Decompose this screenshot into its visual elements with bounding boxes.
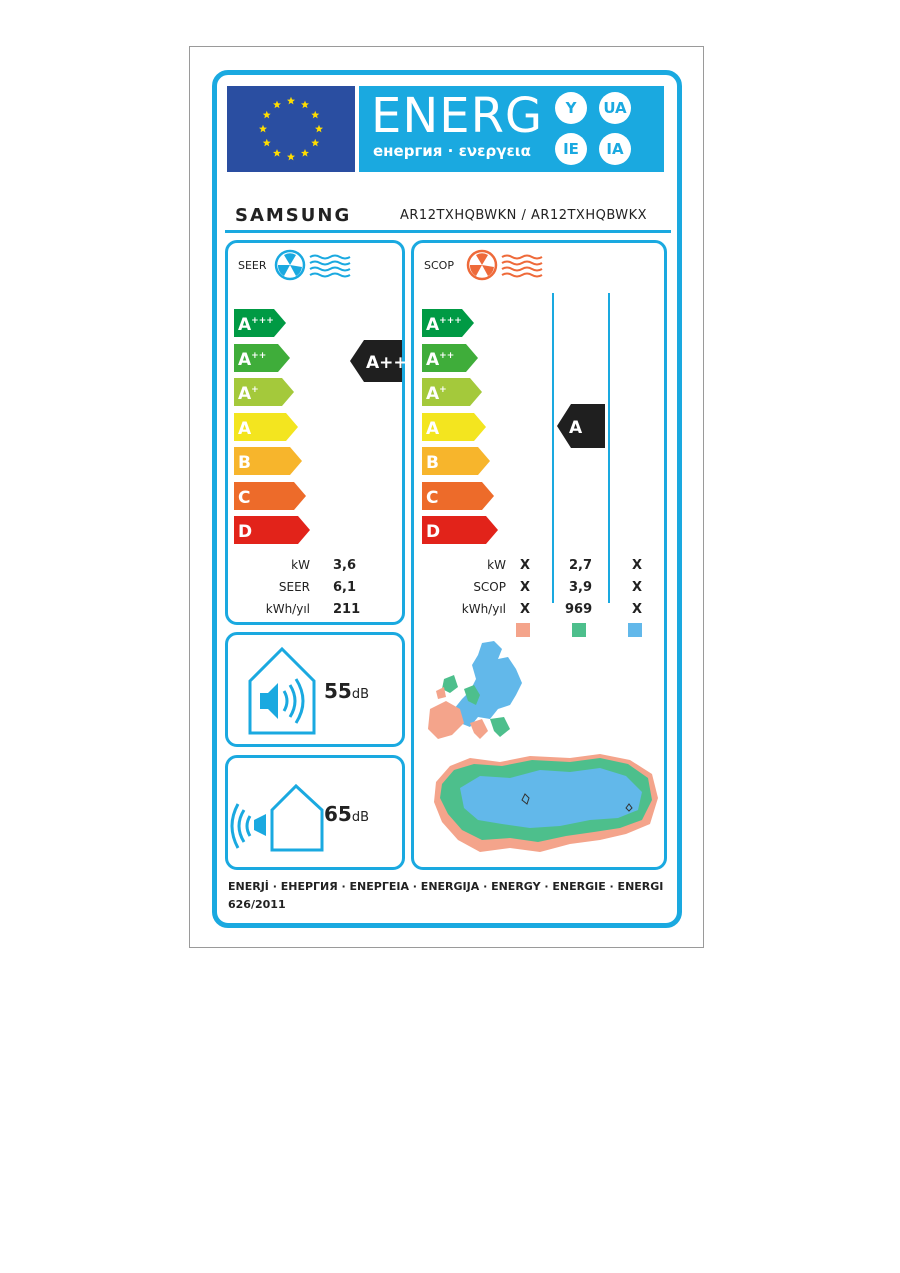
heating-row-value: 969 xyxy=(565,602,593,617)
header-divider xyxy=(225,230,671,233)
energy-class-label: D xyxy=(426,522,441,542)
energy-class-label: B xyxy=(426,453,439,473)
energy-banner xyxy=(359,86,664,172)
indoor-noise-panel xyxy=(225,632,405,747)
heating-row-value: X xyxy=(632,602,643,617)
energy-class-label: D xyxy=(238,522,253,542)
energy-class-arrow xyxy=(422,413,488,439)
heating-class-marker xyxy=(557,404,605,448)
indoor-db-unit: dB xyxy=(351,687,370,702)
cooling-row-value: 211 xyxy=(333,602,361,617)
heating-class-text: A xyxy=(569,418,583,438)
energy-class-arrow xyxy=(422,378,484,404)
energy-class-label: A+ xyxy=(238,384,259,404)
cooling-title: SEER xyxy=(238,259,267,272)
brand-name: SAMSUNG xyxy=(235,205,352,226)
energy-class-arrow xyxy=(234,447,304,473)
energy-subtitle: енергия · ενεργεια xyxy=(373,142,531,160)
heating-row-value: X xyxy=(632,580,643,595)
heating-row-value: X xyxy=(520,558,531,573)
heating-row-value: X xyxy=(520,602,531,617)
cooling-row-value: 3,6 xyxy=(333,558,357,573)
cooling-class-marker xyxy=(350,340,408,382)
eu-star-icon xyxy=(263,111,271,119)
energy-class-arrow xyxy=(422,447,492,473)
energy-class-arrow xyxy=(422,344,480,370)
energy-class-label: A++ xyxy=(426,349,455,370)
heating-title: SCOP xyxy=(424,259,454,272)
energy-class-label: A xyxy=(426,418,440,439)
energy-class-arrow xyxy=(234,516,312,542)
zone-column-line xyxy=(608,293,610,603)
cooling-row-label: kWh/yıl xyxy=(265,602,310,616)
lang-code-ie: IE xyxy=(555,133,587,165)
heating-row-value: 2,7 xyxy=(569,558,593,573)
model-number: AR12TXHQBWKN / AR12TXHQBWKX xyxy=(400,208,648,223)
energy-word: ENERG xyxy=(371,88,544,144)
energy-class-arrow xyxy=(234,344,292,370)
outdoor-noise-value xyxy=(324,802,369,826)
energy-class-label: A++ xyxy=(238,349,267,370)
eu-star-icon xyxy=(273,101,281,109)
heating-panel xyxy=(411,240,667,870)
outdoor-noise-panel xyxy=(225,755,405,870)
zone-swatch-cold xyxy=(628,623,642,637)
energy-class-arrow xyxy=(234,413,300,439)
indoor-db-number: 55 xyxy=(324,679,352,703)
indoor-sound-icon xyxy=(246,645,318,737)
footer-languages: ENERJİ · ЕНЕРГИЯ · ΕΝΕΡΓΕΙΑ · ENERGIJA · ENERGY · ENERGIE · ENERGI xyxy=(228,880,664,893)
energy-class-label: C xyxy=(238,487,251,508)
eu-star-icon xyxy=(287,97,295,105)
eu-star-icon xyxy=(301,101,309,109)
turkey-climate-map xyxy=(430,748,662,863)
cooling-fan-icon xyxy=(274,249,360,281)
heating-fan-icon xyxy=(466,249,552,281)
eu-star-icon xyxy=(263,139,271,147)
energy-class-arrow xyxy=(234,378,296,404)
eu-star-icon xyxy=(311,111,319,119)
eu-star-icon xyxy=(311,139,319,147)
europe-climate-map xyxy=(424,639,534,744)
energy-class-arrow xyxy=(234,309,288,335)
eu-star-icon xyxy=(287,153,295,161)
indoor-noise-value xyxy=(324,679,369,703)
eu-star-icon xyxy=(273,149,281,157)
heating-row-label: kW xyxy=(487,558,506,572)
lang-code-ua: UA xyxy=(599,92,631,124)
energy-class-label: A+ xyxy=(426,384,447,404)
heating-row-label: kWh/yıl xyxy=(461,602,506,616)
eu-flag xyxy=(227,86,355,172)
energy-class-arrow xyxy=(422,516,500,542)
energy-class-arrow xyxy=(422,309,476,335)
outdoor-db-number: 65 xyxy=(324,802,352,826)
heating-row-value: X xyxy=(632,558,643,573)
lang-code-y: Y xyxy=(555,92,587,124)
eu-star-icon xyxy=(315,125,323,133)
zone-column-line xyxy=(552,293,554,603)
energy-class-label: A xyxy=(238,418,252,439)
energy-class-label: C xyxy=(426,487,439,508)
heating-row-value: 3,9 xyxy=(569,580,593,595)
eu-star-icon xyxy=(301,149,309,157)
outdoor-db-unit: dB xyxy=(351,810,370,825)
lang-code-ia: IA xyxy=(599,133,631,165)
cooling-row-label: SEER xyxy=(278,580,310,594)
eu-star-icon xyxy=(259,125,267,133)
energy-class-label: A+++ xyxy=(238,315,274,335)
energy-class-arrow xyxy=(234,482,308,508)
cooling-class-text: A++ xyxy=(366,353,408,373)
cooling-row-label: kW xyxy=(291,558,310,572)
eu-stars-icon xyxy=(227,86,355,172)
energy-class-arrow xyxy=(422,482,496,508)
footer-regulation: 626/2011 xyxy=(228,898,286,911)
zone-swatch-warm xyxy=(516,623,530,637)
energy-class-label: A+++ xyxy=(426,315,462,335)
zone-swatch-average xyxy=(572,623,586,637)
heating-row-label: SCOP xyxy=(473,580,506,594)
heating-row-value: X xyxy=(520,580,531,595)
energy-class-label: B xyxy=(238,453,251,473)
cooling-row-value: 6,1 xyxy=(333,580,357,595)
outdoor-sound-icon xyxy=(236,776,326,856)
cooling-panel xyxy=(225,240,408,625)
